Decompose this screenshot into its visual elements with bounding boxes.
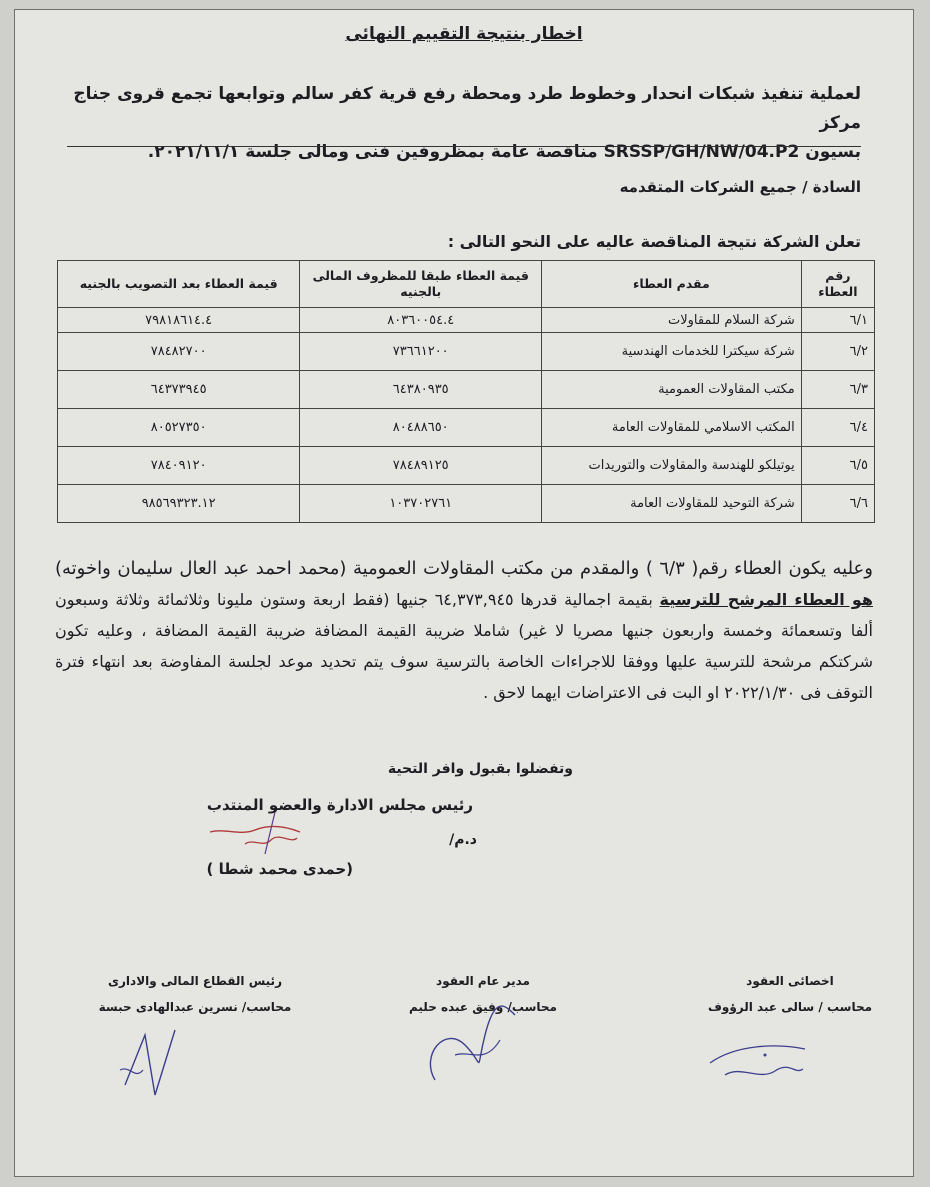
signatory-name: محاسب/ نسرين عبدالهادى حبسة xyxy=(98,1000,292,1014)
document-page xyxy=(14,9,914,1177)
award-highlight: هو العطاء المرشح للترسية xyxy=(659,590,874,609)
signatory-name: محاسب / سالى عبد الرؤوف xyxy=(707,1000,873,1014)
bids-table xyxy=(57,260,875,523)
contracts-gm-signature xyxy=(415,995,525,1090)
header-value-financial: قيمة العطاء طبقا للمظروف المالى بالجنيه xyxy=(300,261,542,308)
table-row xyxy=(58,333,875,371)
specialist-signature xyxy=(705,1025,815,1085)
greeting: السادة / جميع الشركات المتقدمه xyxy=(619,178,861,196)
value-financial-cell: ٨٠٣٦٠٠٥٤.٤ xyxy=(300,308,542,333)
bid-no-cell: ٦/١ xyxy=(801,308,874,333)
table-row xyxy=(58,308,875,333)
header-bid-no: رقم العطاء xyxy=(801,261,874,308)
header-bidder: مقدم العطاء xyxy=(542,261,802,308)
signatory-name: محاسب/ وفيق عبده حليم xyxy=(408,1000,557,1014)
bid-no-cell: ٦/٦ xyxy=(801,485,874,523)
value-corrected-cell: ٦٤٣٧٣٩٤٥ xyxy=(58,371,300,409)
bid-no-cell: ٦/٢ xyxy=(801,333,874,371)
closing-thanks: وتفضلوا بقبول وافر التحية xyxy=(387,761,573,777)
bid-no-cell: ٦/٥ xyxy=(801,447,874,485)
table-row xyxy=(58,447,875,485)
signatory-finance-head xyxy=(85,968,305,1020)
finance-head-signature xyxy=(115,1025,205,1105)
subject-line-1: لعملية تنفيذ شبكات انحدار وخطوط طرد ومحطة رفع قرية كفر سالم وتوابعها تجمع قروى جناج مركز xyxy=(73,84,861,133)
value-financial-cell: ٧٣٦٦١٢٠٠ xyxy=(300,333,542,371)
value-financial-cell: ٨٠٤٨٨٦٥٠ xyxy=(300,409,542,447)
value-corrected-cell: ٧٨٤٠٩١٢٠ xyxy=(58,447,300,485)
bid-no-cell: ٦/٤ xyxy=(801,409,874,447)
table-header-row xyxy=(58,261,875,308)
value-corrected-cell: ٩٨٥٦٩٣٢٣.١٢ xyxy=(58,485,300,523)
chairman-signature xyxy=(205,810,325,855)
table-row xyxy=(58,371,875,409)
award-paragraph xyxy=(55,553,873,708)
signatory-contracts-specialist xyxy=(695,968,885,1020)
bidder-cell: شركة السلام للمقاولات xyxy=(542,308,802,333)
bidder-cell: شركة التوحيد للمقاولات العامة xyxy=(542,485,802,523)
table-row xyxy=(58,409,875,447)
subject-divider xyxy=(67,146,861,147)
signatory-title: اخصائى العقود xyxy=(746,974,834,988)
announcement: تعلن الشركة نتيجة المناقصة عاليه على النحو التالى : xyxy=(447,232,861,251)
value-corrected-cell: ٧٩٨١٨٦١٤.٤ xyxy=(58,308,300,333)
tender-subject xyxy=(67,80,861,167)
chairman-title: رئيس مجلس الادارة والعضو المنتدب xyxy=(206,796,473,814)
value-financial-cell: ٦٤٣٨٠٩٣٥ xyxy=(300,371,542,409)
header-value-corrected: قيمة العطاء بعد التصويب بالجنيه xyxy=(58,261,300,308)
award-text-part1: وعليه يكون العطاء رقم( ٦/٣ ) والمقدم من مكتب المقاولات العمومية (محمد احمد عبد العال سليمان واخوته) xyxy=(55,558,873,579)
award-text-part2: بقيمة اجمالية قدرها ٦٤,٣٧٣,٩٤٥ جنيها (فقط اربعة وستون مليونا وثلاثمائة وثلاثة وسبعون ألفا وتسعمائة وخمسة واربعون جنيها مصريا لا غير) شاملا ضريبة القيمة المضافة ضريبة القيمة المضافة ، وعليه تكون شركتكم مرشحة للترسية عليها ووفقا للاجراءات الخاصة بالترسية سوف يتم تحديد موعد لجلسة المفاوضة بعد انتهاء فترة التوقف فى ٢٠٢٢/١/٣٠ او البت فى الاعتراضات ايهما لاحق . xyxy=(55,590,873,702)
document-title: اخطار بنتيجة التقييم النهائى xyxy=(345,24,583,44)
value-corrected-cell: ٨٠٥٢٧٣٥٠ xyxy=(58,409,300,447)
bid-no-cell: ٦/٣ xyxy=(801,371,874,409)
chairman-prefix: د.م/ xyxy=(449,832,477,848)
chairman-name: (حمدى محمد شطا ) xyxy=(206,860,353,878)
subject-line-2: بسيون SRSSP/GH/NW/04.P2 مناقصة عامة بمظروفين فنى ومالى جلسة ٢٠٢١/١١/١. xyxy=(147,142,861,162)
signatory-title: مدير عام العقود xyxy=(436,974,530,988)
bidder-cell: مكتب المقاولات العمومية xyxy=(542,371,802,409)
value-financial-cell: ٧٨٤٨٩١٢٥ xyxy=(300,447,542,485)
bidder-cell: المكتب الاسلامي للمقاولات العامة xyxy=(542,409,802,447)
value-financial-cell: ١٠٣٧٠٢٧٦١ xyxy=(300,485,542,523)
bidder-cell: يوتيلكو للهندسة والمقاولات والتوريدات xyxy=(542,447,802,485)
signatory-title: رئيس القطاع المالى والادارى xyxy=(108,974,282,988)
table-row xyxy=(58,485,875,523)
bidder-cell: شركة سيكترا للخدمات الهندسية xyxy=(542,333,802,371)
value-corrected-cell: ٧٨٤٨٢٧٠٠ xyxy=(58,333,300,371)
